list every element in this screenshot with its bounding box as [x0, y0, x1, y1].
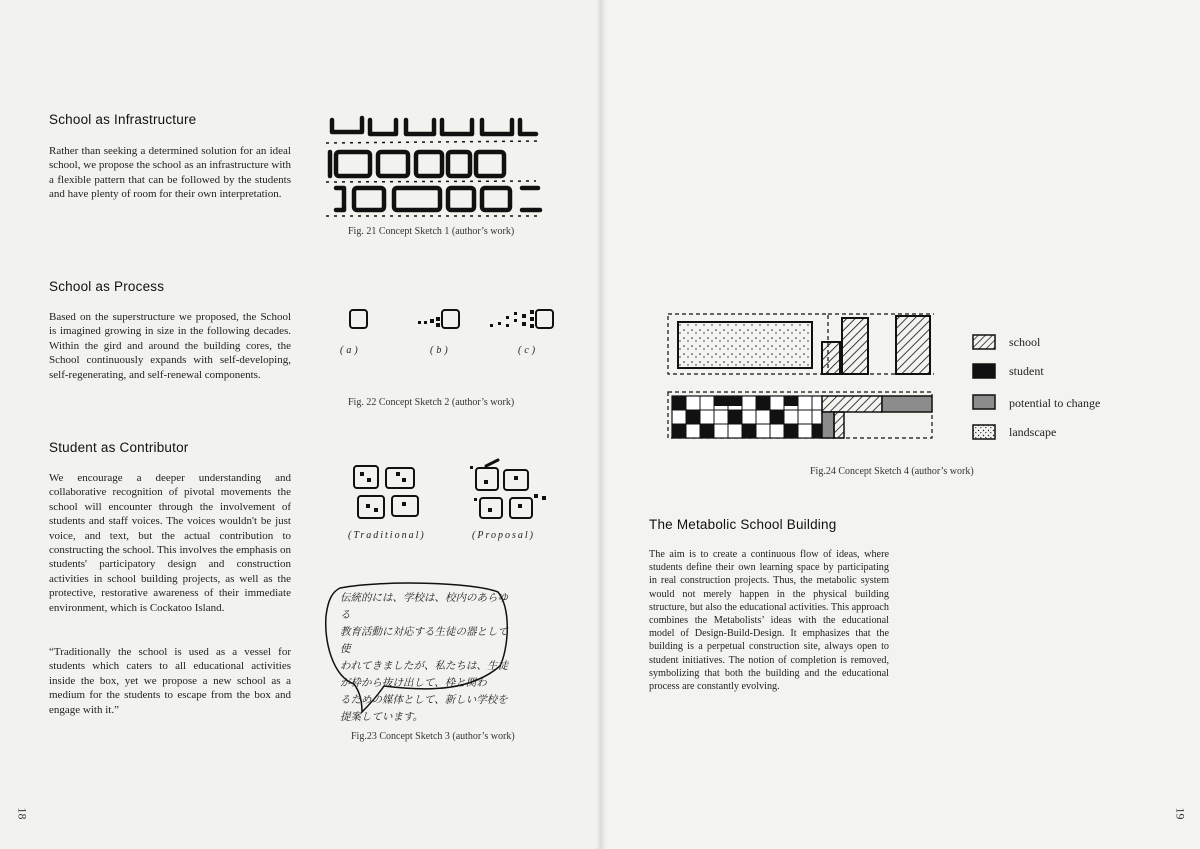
legend-swatch-school: [972, 334, 996, 350]
heading-metabolic-school-building: The Metabolic School Building: [649, 517, 837, 532]
note-line: 伝統的には、学校は、校内のあらゆる: [340, 592, 508, 621]
heading-school-as-infrastructure: School as Infrastructure: [49, 112, 197, 127]
note-line: が枠から抜け出して、枠と関わ: [340, 677, 487, 689]
concept-sketch-4: [666, 312, 938, 442]
heading-school-as-process: School as Process: [49, 279, 165, 294]
legend-label-landscape: landscape: [1009, 425, 1057, 439]
concept-sketch-1: [326, 112, 546, 220]
page-gutter: [596, 0, 606, 849]
fig22-label-b: (b): [430, 345, 451, 356]
page-number-left: 18: [15, 807, 30, 820]
legend-swatch-potential-to-change: [972, 394, 996, 410]
fig23-label-traditional: (Traditional): [348, 530, 426, 541]
note-line: 教育活動に対応する生徒の器として使: [340, 626, 508, 655]
fig23-label-proposal: (Proposal): [472, 530, 535, 541]
paragraph-metabolic-school-building: The aim is to create a continuous flow of ideas, where students define their own learning space by participating in real construction projects. Thus, the metabolic system would not merely happen in the physical building structure, but also the educational activities. This approach combines the Metabolists’ ideas with the educational model of Design-Build-Design. It emphasizes that the building is a perpetual construction site, always open to student initiatives. The notion of completion is removed, symbolizing that both the building and the educational process are constantly evolving.: [649, 549, 889, 693]
fig23-handwritten-note: [340, 590, 508, 726]
fig22-caption: Fig. 22 Concept Sketch 2 (author’s work): [348, 397, 515, 408]
legend-swatch-student: [972, 363, 996, 379]
heading-student-as-contributor: Student as Contributor: [49, 440, 189, 455]
fig22-label-a: (a): [340, 345, 361, 356]
note-line: 提案しています。: [340, 711, 424, 723]
fig22-label-c: (c): [518, 345, 539, 356]
quote-traditional-school: “Traditionally the school is used as a vessel for students which caters to all educational activities inside the box, yet we propose a new school as a medium for the students to escape from the box and engage with it.”: [49, 646, 291, 716]
note-line: るための媒体として、新しい学校を: [340, 694, 508, 706]
legend-label-potential-to-change: potential to change: [1009, 396, 1101, 410]
paragraph-school-as-process: Based on the superstructure we proposed, the School is imagined growing in size in the following decades. Within the gird and around the building cores, the School continuously expands with self-developing, self-regenerating, and self-renewal components.: [49, 311, 291, 381]
legend-swatch-landscape: [972, 424, 996, 440]
concept-sketch-2: [340, 304, 560, 344]
note-line: われてきましたが、私たちは、生徒: [340, 660, 508, 672]
fig21-caption: Fig. 21 Concept Sketch 1 (author’s work): [348, 226, 515, 237]
fig23-caption: Fig.23 Concept Sketch 3 (author’s work): [351, 731, 515, 742]
fig24-caption: Fig.24 Concept Sketch 4 (author’s work): [810, 466, 974, 477]
paragraph-school-as-infrastructure: Rather than seeking a determined solution for an ideal school, we propose the school as an infrastructure with a flexible pattern that can be followed by the students and have plenty of room for their own interpretation.: [49, 145, 291, 201]
paragraph-student-as-contributor: We encourage a deeper understanding and collaborative recognition of pivotal movements the school will encounter through the involvement of students and staff voices. The voices wouldn't be just voice, and text, but the actual contribution to constructing the school. This involves the emphasis on students' participatory design and construction activities in school building projects, as well as the protective, restorative awareness of their immediate environment, which is Cockatoo Island.: [49, 472, 291, 614]
fig24-legend: [972, 330, 1172, 450]
page-number-right: 19: [1173, 807, 1188, 820]
legend-label-student: student: [1009, 364, 1044, 378]
concept-sketch-3-boxes: [350, 460, 560, 522]
legend-label-school: school: [1009, 335, 1041, 349]
